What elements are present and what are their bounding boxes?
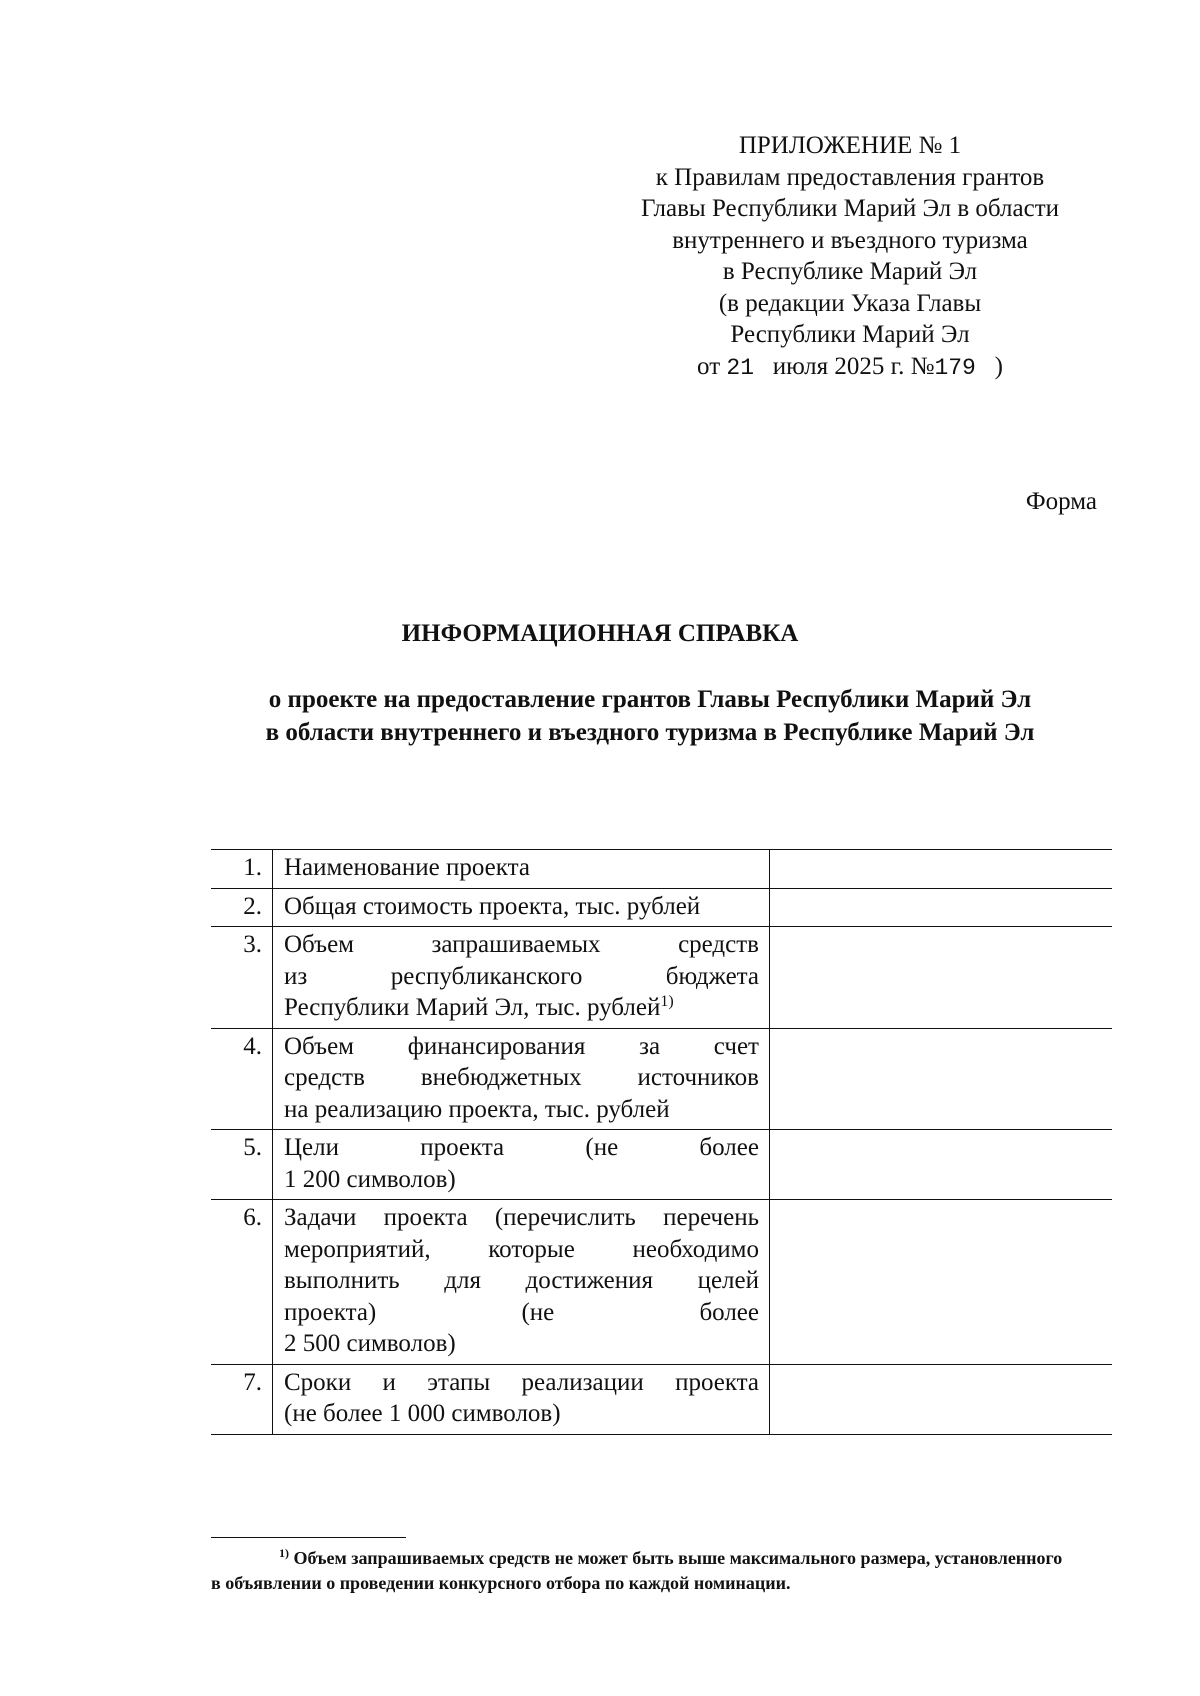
- appendix-line: Республики Марий Эл: [730, 321, 970, 348]
- label-word: (перечислить: [494, 1204, 636, 1231]
- appendix-line: в Республике Марий Эл: [722, 258, 978, 285]
- date-suffix: ): [994, 352, 1003, 380]
- appendix-title: ПРИЛОЖЕНИЕ № 1: [738, 132, 962, 159]
- label-word: бюджета: [665, 962, 759, 990]
- row-value-cell[interactable]: [770, 1364, 1113, 1434]
- label-word: проекта: [675, 1368, 759, 1396]
- label-word: выполнить: [284, 1267, 400, 1294]
- table-row: [211, 1364, 1112, 1434]
- appendix-date-line: [600, 351, 1100, 385]
- label-word: Цели: [284, 1134, 340, 1161]
- label-line: [284, 1265, 759, 1297]
- label-line: [284, 1367, 759, 1399]
- row-number: 6.: [211, 1200, 273, 1365]
- document-subtitle: [200, 683, 1100, 749]
- footnote-line: в объявлении о проведении конкурсного отбора по каждой номинации.: [211, 1573, 791, 1593]
- label-word: мероприятий,: [284, 1235, 431, 1263]
- appendix-line: к Правилам предоставления грантов: [655, 163, 1045, 191]
- label-line: [284, 1297, 759, 1329]
- table-row: [211, 1028, 1112, 1130]
- label-line: Наименование проекта: [284, 854, 530, 881]
- label-word: средств: [678, 931, 759, 958]
- label-word: и: [382, 1368, 396, 1396]
- label-word: которые: [488, 1235, 575, 1263]
- label-word: средств: [284, 1064, 365, 1091]
- label-line: Общая стоимость проекта, тыс. рублей: [284, 892, 701, 920]
- row-value-cell[interactable]: [770, 850, 1113, 889]
- label-word: за: [639, 1032, 661, 1060]
- label-word: проекта: [383, 1204, 468, 1231]
- label-word: перечень: [663, 1204, 759, 1231]
- footnote: [211, 1546, 1097, 1596]
- label-line: [284, 1202, 759, 1234]
- label-line: Республики Марий Эл, тыс. рублей: [284, 994, 661, 1021]
- table-row: [211, 927, 1112, 1029]
- table-row: [211, 1130, 1112, 1200]
- appendix-line: Главы Республики Марий Эл в области: [640, 195, 1060, 222]
- label-word: (не: [585, 1134, 619, 1161]
- subtitle-line: о проекте на предоставление грантов Главы Республики Марий Эл: [268, 686, 1032, 713]
- date-prefix: от: [697, 352, 721, 380]
- date-day: 21: [726, 354, 754, 381]
- label-word: более: [699, 1134, 759, 1161]
- appendix-header: [600, 130, 1100, 384]
- row-value-cell[interactable]: [770, 1200, 1113, 1365]
- label-line: (не более 1 000 символов): [284, 1400, 561, 1427]
- label-line: [284, 961, 759, 993]
- label-word: финансирования: [407, 1032, 586, 1060]
- label-line: [284, 1132, 759, 1164]
- row-label: [273, 1200, 770, 1365]
- table-row: [211, 850, 1112, 889]
- row-number: 3.: [211, 927, 273, 1029]
- row-label: [273, 850, 770, 889]
- label-word: проекта: [420, 1134, 505, 1161]
- subtitle-line: в области внутреннего и въездного туризма в Республике Марий Эл: [265, 719, 1035, 746]
- label-word: целей: [697, 1267, 759, 1294]
- label-word: достижения: [525, 1267, 654, 1294]
- label-word: Сроки: [284, 1368, 352, 1396]
- appendix-line: (в редакции Указа Главы: [718, 289, 982, 317]
- table-row: [211, 888, 1112, 927]
- label-word: республиканского: [390, 962, 583, 990]
- row-value-cell[interactable]: [770, 1028, 1113, 1130]
- footnote-mark: 1): [660, 993, 674, 1010]
- footnote-separator: [211, 1537, 406, 1538]
- label-line-with-footnote: [284, 992, 759, 1024]
- row-number: 5.: [211, 1130, 273, 1200]
- document-title: ИНФОРМАЦИОННАЯ СПРАВКА: [401, 620, 799, 647]
- form-label: Форма: [1025, 488, 1097, 515]
- label-word: источников: [637, 1064, 759, 1091]
- label-line: 2 500 символов): [284, 1330, 456, 1357]
- label-line: [284, 929, 759, 961]
- label-word: более: [699, 1298, 759, 1326]
- label-line: [284, 1062, 759, 1094]
- label-word: Объем: [284, 931, 354, 958]
- label-word: из: [284, 962, 308, 990]
- row-value-cell[interactable]: [770, 888, 1113, 927]
- label-word: необходимо: [632, 1235, 759, 1263]
- label-line: [284, 1031, 759, 1063]
- label-word: Задачи: [284, 1204, 357, 1231]
- footnote-text: Объем запрашиваемых средств не может быть выше максимального размера, установленного: [293, 1548, 1063, 1568]
- row-label: [273, 1364, 770, 1434]
- label-word: для: [444, 1267, 481, 1294]
- appendix-line: внутреннего и въездного туризма: [672, 226, 1028, 254]
- label-word: Объем: [284, 1032, 354, 1060]
- table-row: [211, 1200, 1112, 1365]
- row-value-cell[interactable]: [770, 927, 1113, 1029]
- row-label: [273, 1130, 770, 1200]
- decree-number: 179: [934, 354, 976, 381]
- label-line: 1 200 символов): [284, 1165, 456, 1193]
- row-value-cell[interactable]: [770, 1130, 1113, 1200]
- label-word: счет: [713, 1032, 759, 1060]
- row-number: 7.: [211, 1364, 273, 1434]
- label-word: внебюджетных: [420, 1064, 582, 1091]
- row-number: 2.: [211, 888, 273, 927]
- row-label: [273, 888, 770, 927]
- label-word: реализации: [521, 1368, 644, 1396]
- label-word: (не: [521, 1298, 555, 1326]
- label-word: этапы: [427, 1368, 491, 1396]
- row-number: 1.: [211, 850, 273, 889]
- row-label: [273, 927, 770, 1029]
- label-line: на реализацию проекта, тыс. рублей: [284, 1095, 670, 1123]
- row-label: [273, 1028, 770, 1130]
- date-middle: июля 2025 г. №: [772, 352, 935, 380]
- footnote-mark: 1): [279, 1546, 289, 1560]
- footnote-line: [211, 1546, 1097, 1571]
- label-word: проекта): [284, 1298, 377, 1326]
- info-table: [211, 849, 1112, 1435]
- label-word: запрашиваемых: [431, 931, 601, 958]
- row-number: 4.: [211, 1028, 273, 1130]
- label-line: [284, 1234, 759, 1266]
